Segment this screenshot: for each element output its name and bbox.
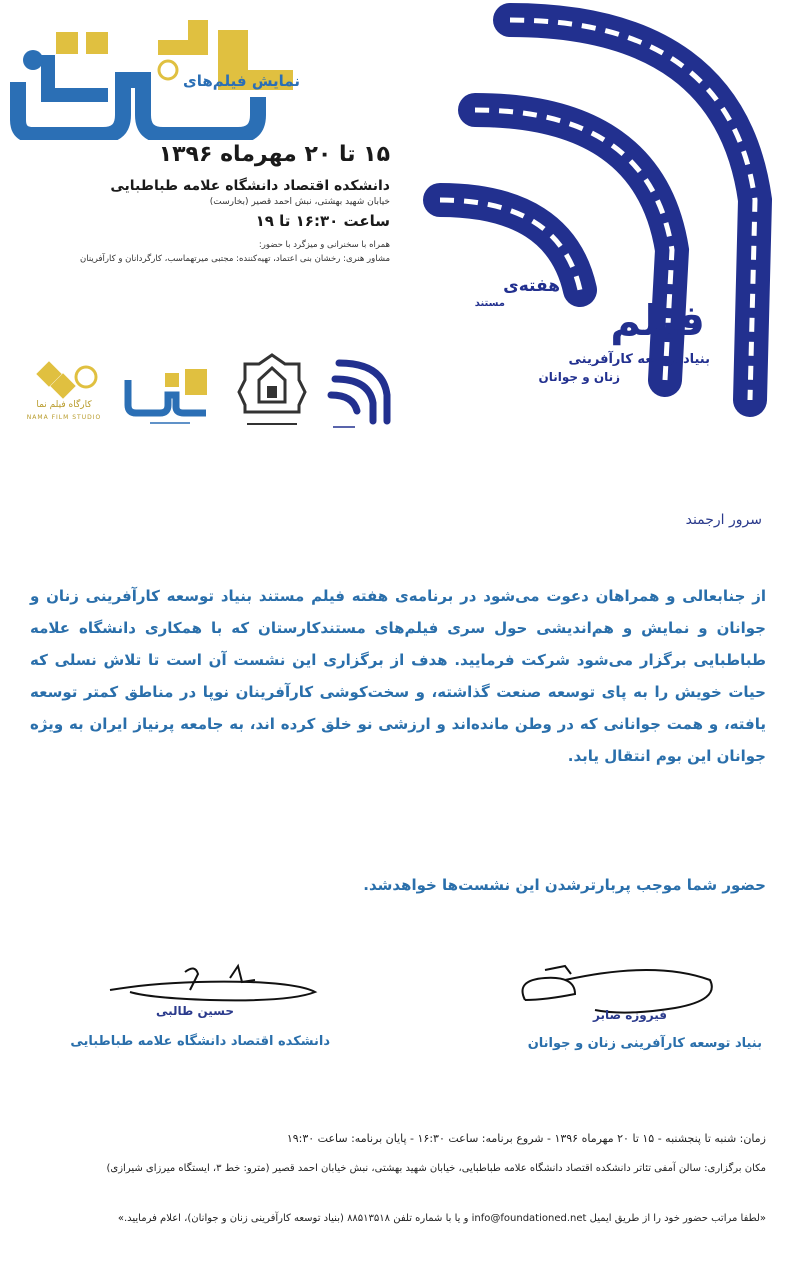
allameh-university-logo — [235, 350, 310, 435]
film-week-word-week: هفته‌ی — [503, 276, 560, 296]
kaleme-subtitle: نمایش فیلم‌های — [183, 72, 300, 90]
film-week-org-line1: بنیاد توسعه کارآفرینی — [568, 352, 710, 367]
credits-line: مشاور هنری: رخشان بنی اعتماد، تهیه‌کننده: مجتبی میرتهماسب، کارگردانان و کارآفرینان — [80, 254, 390, 264]
invitation-body: از جنابعالی و همراهان دعوت می‌شود در برنامه‌ی هفته فیلم مستند بنیاد توسعه کارآفرینی زنان و جوانان و نمایش و هم‌اندیشی حول سری فیلم‌های مستندکارستان که با همکاری دانشگاه علامه طباطبایی برگزار می‌شود شرکت فرمایید. هدف از برگزاری این نشست آن است تا تلاش نسلی که حیات خویش را به پای توسعه صنعت گذاشته، و سخت‌کوشی کارآفرینان نوپا در مناطق کمتر توسعه یافته، و همت جوانانی که در وطن مانده‌اند و ارزشی نو خلق کرده اند، به جامعه پرنیاز ایران به ویژه جوانان این بوم انتقال یابد. — [30, 587, 766, 765]
nama-caption: کارگاه فیلم نما — [36, 400, 92, 410]
film-week-word-documentary: مستند — [474, 298, 505, 309]
signer-left-name: حسین طالبی — [155, 1004, 235, 1018]
film-week-word-film: فیلم — [610, 296, 705, 345]
signer-right-name: فیروزه صابر — [593, 1008, 667, 1022]
signer-left-org: دانشکده اقتصاد دانشگاه علامه طباطبایی — [70, 1034, 330, 1049]
footer-time: زمان: شنبه تا پنجشنبه - ۱۵ تا ۲۰ مهرماه ۱۳۹۶ - شروع برنامه: ساعت ۱۶:۳۰ - پایان برنامه: ساعت ۱۹:۳۰ — [286, 1132, 766, 1145]
nama-english-caption: NAMA FILM STUDIO — [26, 414, 102, 421]
closing-line: حضور شما موجب پربارترشدن این نشست‌ها خواهدشد. — [363, 876, 766, 894]
signer-right-org: بنیاد توسعه کارآفرینی زنان و جوانان — [527, 1036, 762, 1051]
address: خیابان شهید بهشتی، نبش احمد قصیر (بخارست) — [209, 197, 390, 207]
film-week-org-line2: زنان و جوانان — [538, 370, 620, 384]
accompany-line: همراه با سخنرانی و میزگرد با حضور: — [258, 240, 390, 250]
event-dates: ۱۵ تا ۲۰ مهرماه ۱۳۹۶ — [158, 142, 390, 167]
footer-place: مکان برگزاری: سالن آمفی تئاتر دانشکده اقتصاد دانشگاه علامه طباطبایی، خیابان شهید بهشتی، نبش خیابان احمد قصیر (مترو: خط ۳، ایستگاه میرزای شیرازی) — [106, 1163, 766, 1174]
foundation-small-logo — [325, 355, 395, 435]
salutation: سرور ارجمند — [685, 512, 762, 528]
kaleme-small-logo — [120, 355, 215, 430]
event-hours: ساعت ۱۶:۳۰ تا ۱۹ — [255, 212, 390, 230]
footer-rsvp-note: «لطفا مراتب حضور خود را از طریق ایمیل info@foundationed.net و یا با شماره تلفن ۸۸۵۱۳۵۱۸ (بنیاد توسعه کارآفرینی زنان و جوانان)، اعلام فرمایید.» — [117, 1213, 766, 1224]
venue: دانشکده اقتصاد دانشگاه علامه طباطبایی — [110, 178, 390, 194]
